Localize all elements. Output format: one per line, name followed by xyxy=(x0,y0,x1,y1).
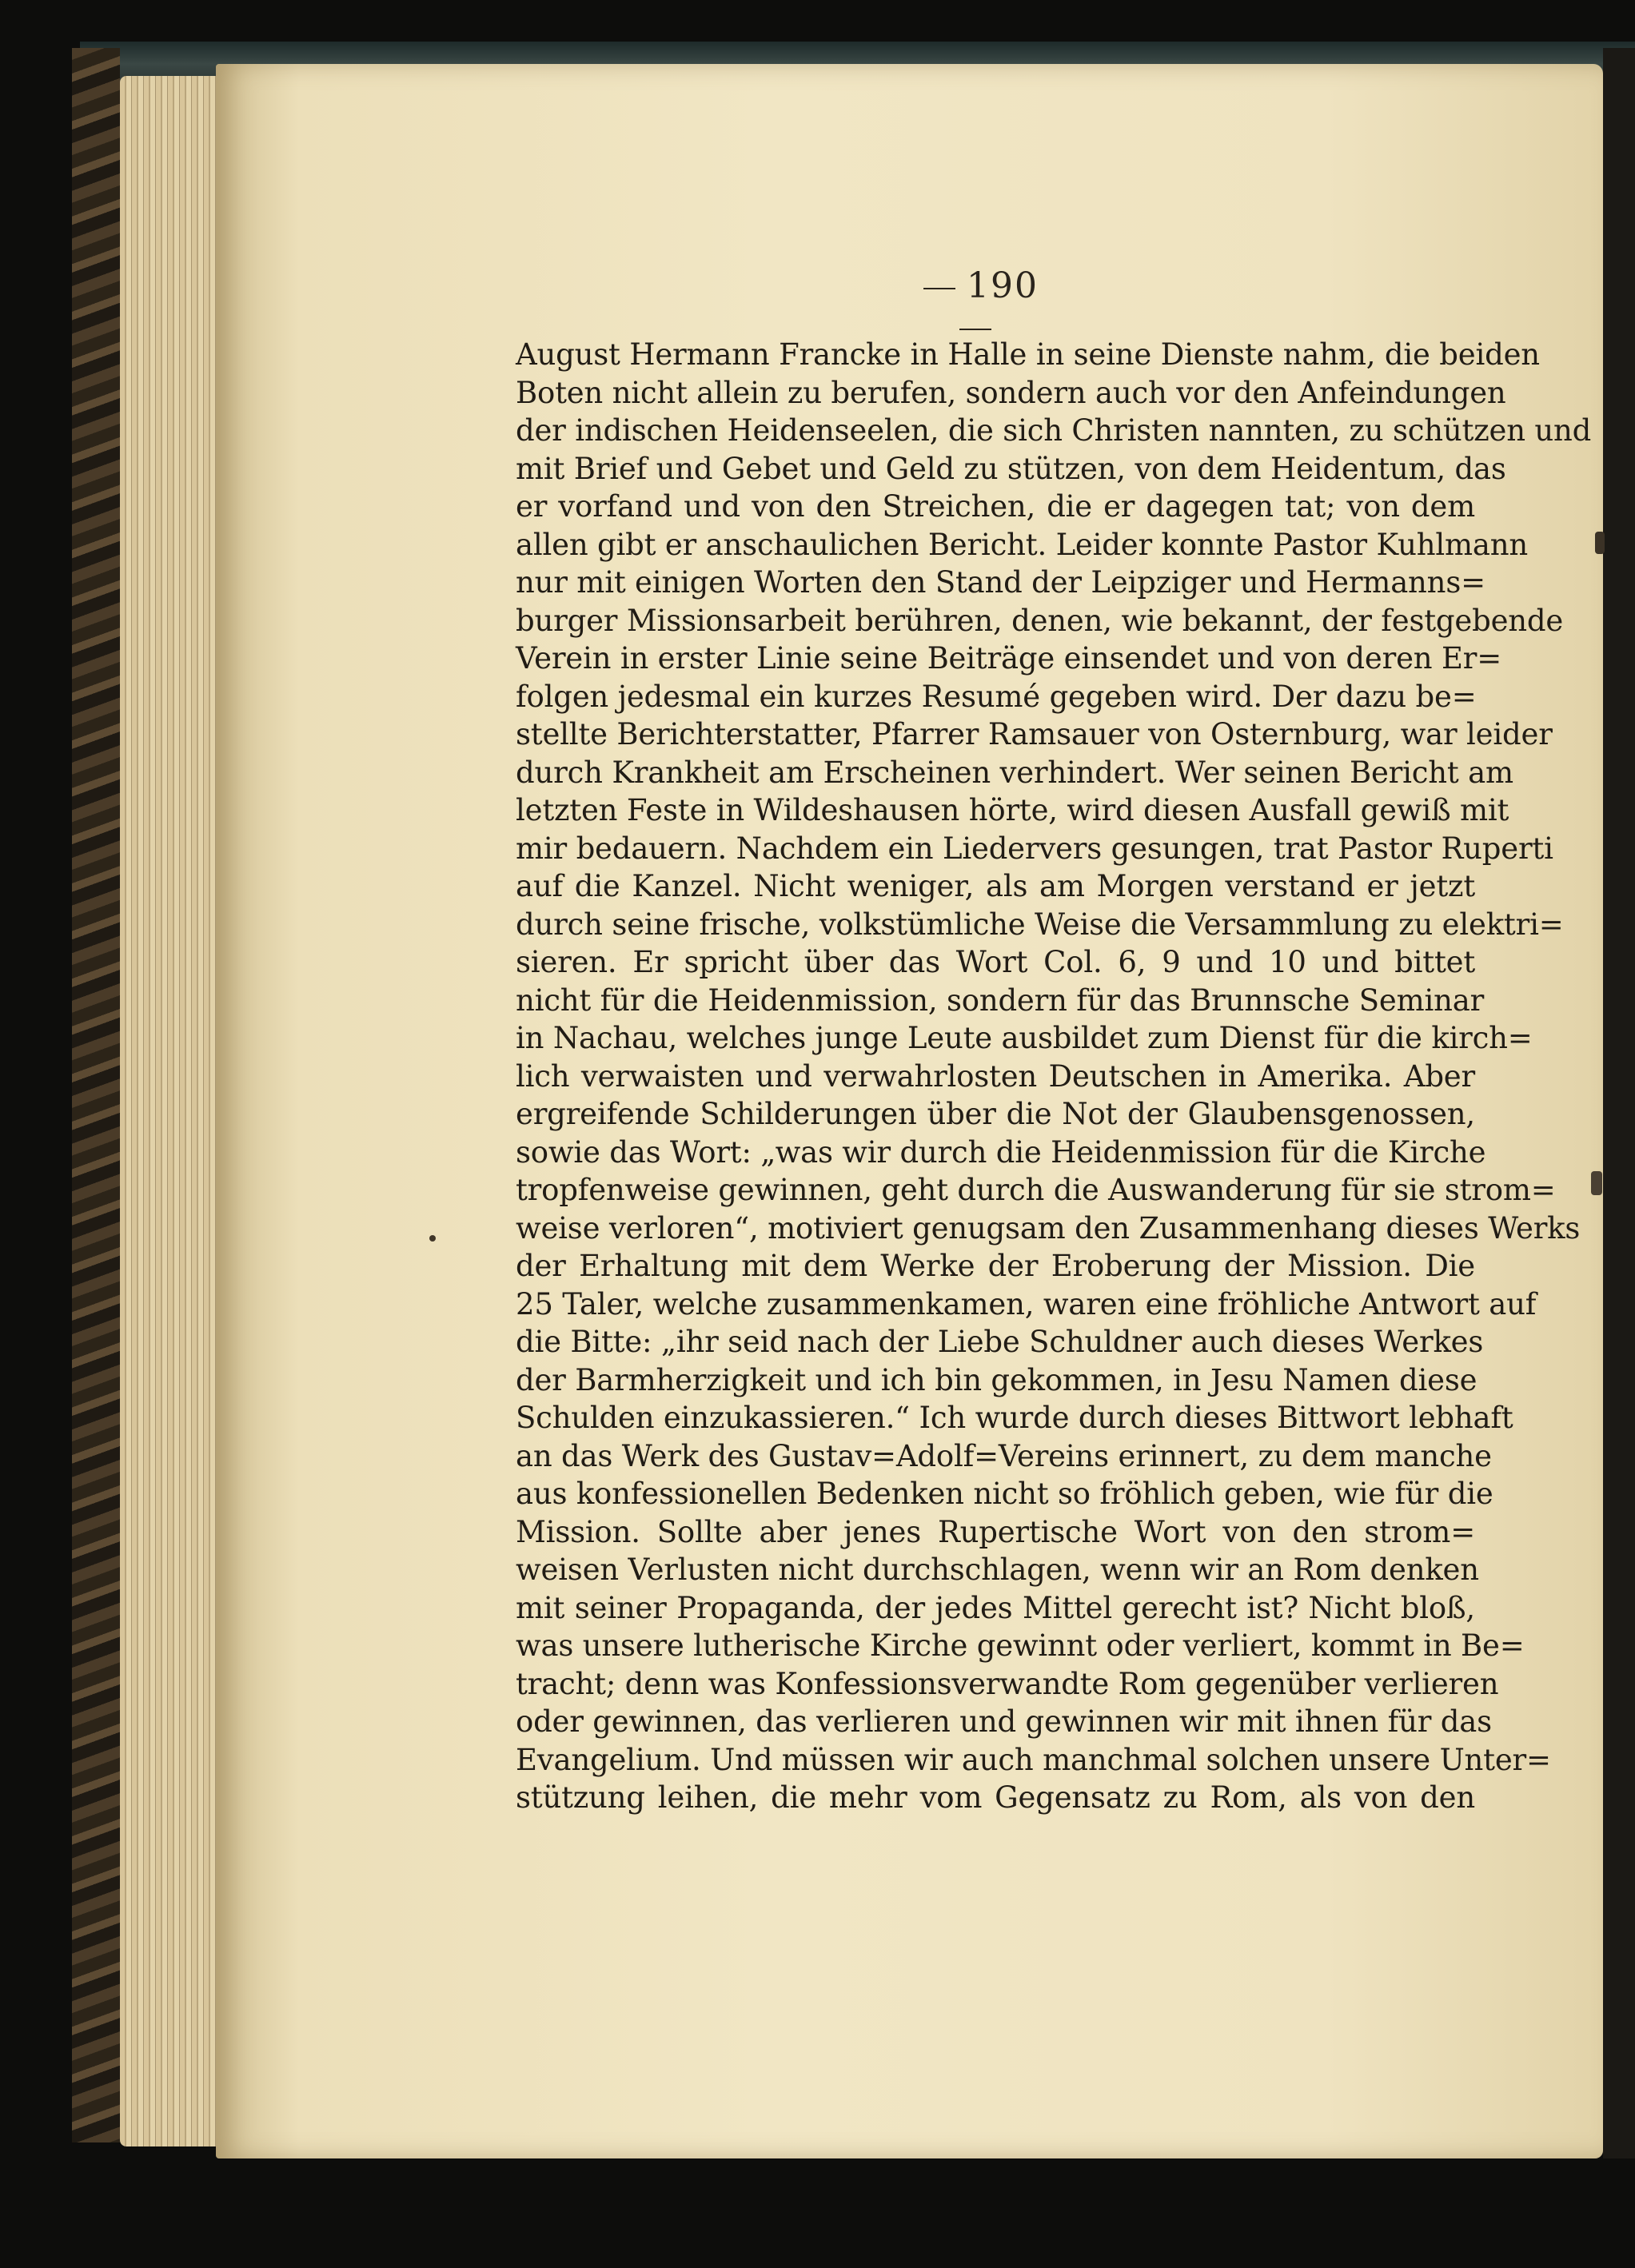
text-line: letzten Feste in Wildeshausen hörte, wird diesen Ausfall gewiß mit xyxy=(516,793,1509,827)
text-line: auf die Kanzel. Nicht weniger, als am Morgen verstand er jetzt xyxy=(516,869,1475,903)
edge-mark xyxy=(1591,1171,1602,1195)
margin-dot xyxy=(429,1235,436,1242)
text-line: Mission. Sollte aber jenes Rupertische Wort von den strom= xyxy=(516,1514,1475,1549)
text-line: Evangelium. Und müssen wir auch manchmal solchen unsere Unter= xyxy=(516,1742,1551,1777)
dash-right xyxy=(959,329,991,330)
text-line: sieren. Er spricht über das Wort Col. 6, 9 und 10 und bittet xyxy=(516,945,1475,979)
text-line: durch Krankheit am Erscheinen verhindert. Wer seinen Bericht am xyxy=(516,755,1513,790)
book-cover-right xyxy=(1603,48,1635,2158)
text-line: durch seine frische, volkstümliche Weise die Versammlung zu elektri= xyxy=(516,907,1564,942)
body-text xyxy=(516,336,1592,1817)
text-line: nur mit einigen Worten den Stand der Leipziger und Hermanns= xyxy=(516,565,1485,600)
text-line: die Bitte: „ihr seid nach der Liebe Schuldner auch dieses Werkes xyxy=(516,1325,1484,1359)
text-line: Boten nicht allein zu berufen, sondern auch vor den Anfeindungen xyxy=(516,375,1506,410)
text-line: aus konfessionellen Bedenken nicht so fröhlich geben, wie für die xyxy=(516,1477,1493,1511)
text-line: lich verwaisten und verwahrlosten Deutschen in Amerika. Aber xyxy=(516,1058,1475,1094)
text-line: weise verloren“, motiviert genugsam den Zusammenhang dieses Werks xyxy=(516,1210,1581,1246)
text-line: stellte Berichterstatter, Pfarrer Ramsauer von Osternburg, war leider xyxy=(516,717,1553,751)
text-line: tropfenweise gewinnen, geht durch die Auswanderung für sie strom= xyxy=(516,1173,1556,1207)
text-line: an das Werk des Gustav=Adolf=Vereins erinnert, zu dem manche xyxy=(516,1438,1492,1473)
edge-mark xyxy=(1595,532,1605,554)
text-line: sowie das Wort: „was wir durch die Heidenmission für die Kirche xyxy=(516,1134,1486,1170)
text-line: mit Brief und Gebet und Geld zu stützen, von dem Heidentum, das xyxy=(516,451,1506,486)
text-line: Verein in erster Linie seine Beiträge einsendet und von deren Er= xyxy=(516,641,1502,676)
page-number-value: 190 xyxy=(967,265,1039,306)
text-line: mit seiner Propaganda, der jedes Mittel gerecht ist? Nicht bloß, xyxy=(516,1590,1475,1625)
text-line: stützung leihen, die mehr vom Gegensatz zu Rom, als von den xyxy=(516,1780,1475,1815)
text-line: folgen jedesmal ein kurzes Resumé gegeben wird. Der dazu be= xyxy=(516,679,1477,714)
text-line: tracht; denn was Konfessionsverwandte Rom gegenüber verlieren xyxy=(516,1666,1499,1701)
text-line: allen gibt er anschaulichen Bericht. Leider konnte Pastor Kuhlmann xyxy=(516,527,1528,562)
text-line: in Nachau, welches junge Leute ausbildet zum Dienst für die kirch= xyxy=(516,1021,1533,1055)
text-line: 25 Taler, welche zusammenkamen, waren eine fröhliche Antwort auf xyxy=(516,1286,1537,1321)
text-line: oder gewinnen, das verlieren und gewinnen wir mit ihnen für das xyxy=(516,1704,1492,1739)
text-line: was unsere lutherische Kirche gewinnt oder verliert, kommt in Be= xyxy=(516,1628,1525,1663)
text-line: er vorfand und von den Streichen, die er dagegen tat; von dem xyxy=(516,489,1475,524)
page-block-edges xyxy=(120,76,224,2146)
text-line: August Hermann Francke in Halle in seine Dienste nahm, die beiden xyxy=(516,337,1540,372)
dash-left xyxy=(923,288,955,289)
text-line: Schulden einzukassieren.“ Ich wurde durch dieses Bittwort lebhaft xyxy=(516,1401,1513,1435)
text-line: der Erhaltung mit dem Werke der Eroberung der Mission. Die xyxy=(516,1249,1475,1283)
text-line: nicht für die Heidenmission, sondern für das Brunnsche Seminar xyxy=(516,983,1485,1018)
text-line: weisen Verlusten nicht durchschlagen, wenn wir an Rom denken xyxy=(516,1553,1479,1587)
text-line: der Barmherzigkeit und ich bin gekommen, in Jesu Namen diese xyxy=(516,1362,1477,1397)
text-line: mir bedauern. Nachdem ein Liedervers gesungen, trat Pastor Ruperti xyxy=(516,831,1553,866)
book-cover-marbled-edge xyxy=(72,48,120,2142)
page-number xyxy=(895,265,1055,347)
text-line: burger Missionsarbeit berühren, denen, wie bekannt, der festgebende xyxy=(516,603,1564,638)
text-line: der indischen Heidenseelen, die sich Christen nannten, zu schützen und xyxy=(516,413,1592,448)
text-line: ergreifende Schilderungen über die Not der Glaubensgenossen, xyxy=(516,1097,1475,1131)
